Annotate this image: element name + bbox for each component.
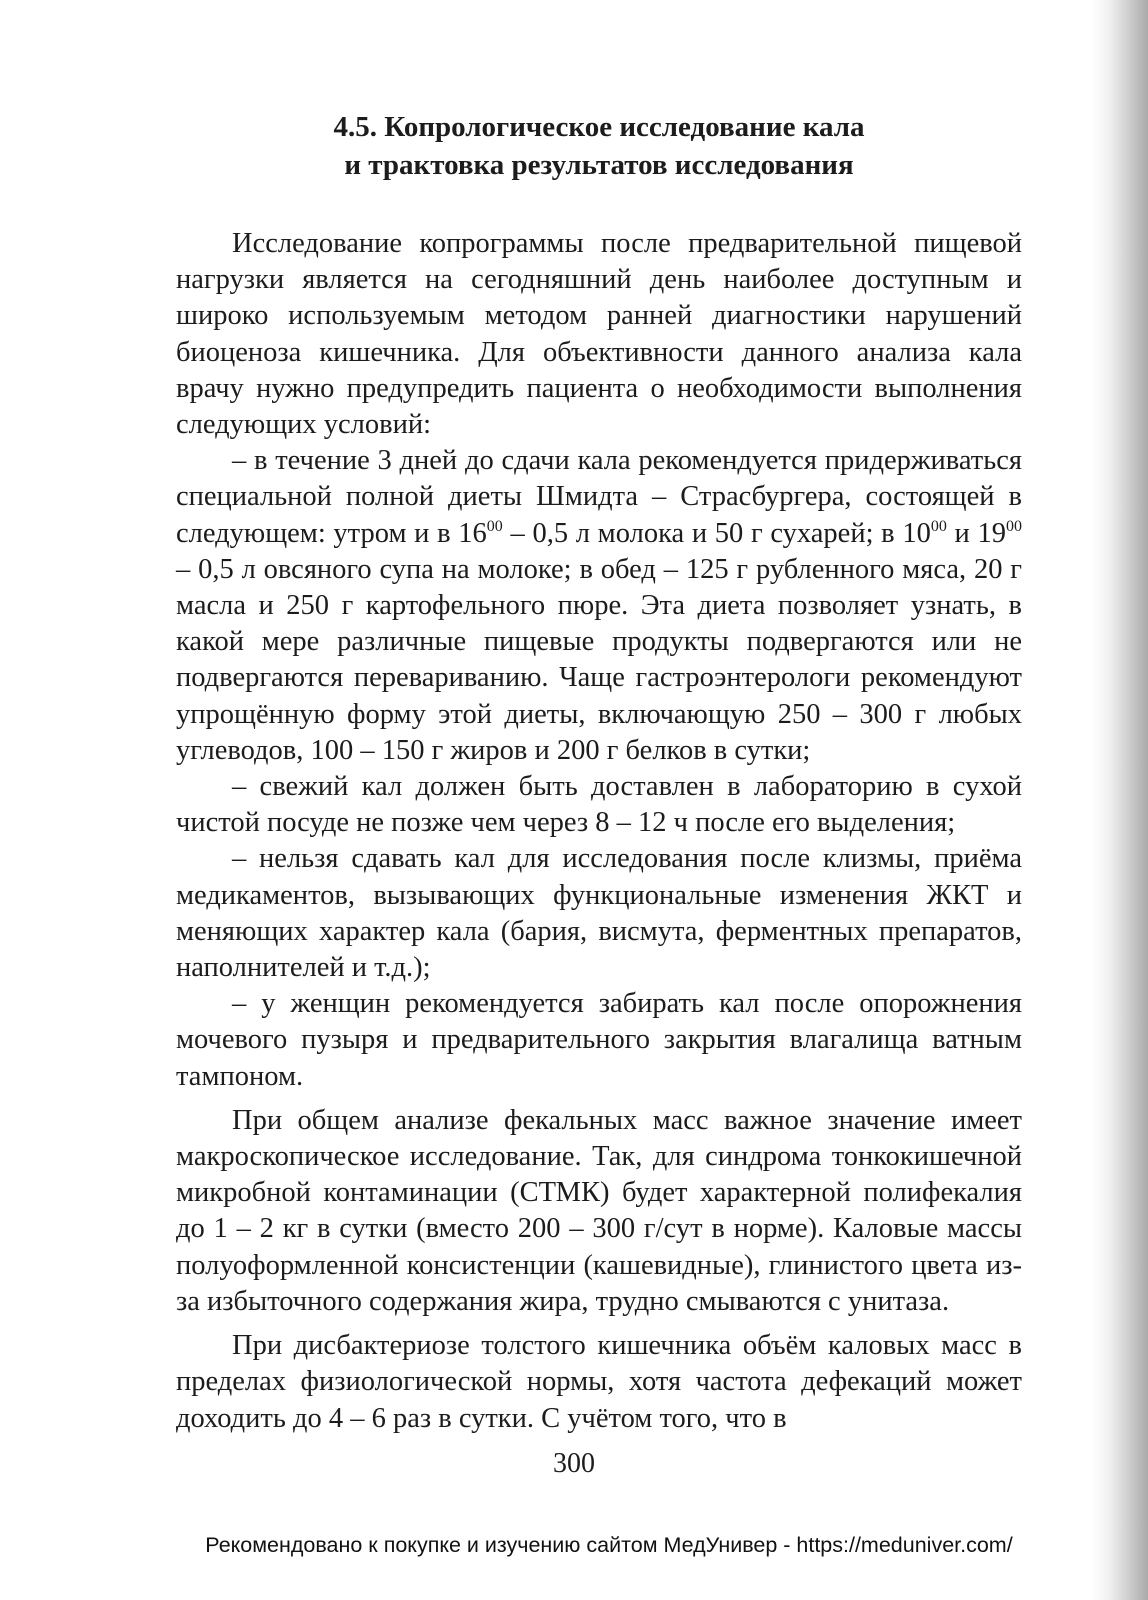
section-heading (176, 108, 1022, 184)
paragraph-macroscopic: При общем анализе фекальных масс важное значение имеет макроскопическое исследование. Так, для синдрома тонкокишечной микробной контаминации (СТМК) будет характерной полифекалия до 1 – 2 кг в сутки (вместо 200 – 300 г/сут в норме). Каловые массы полуоформленной консистенции (кашевидные), глинистого цвета из-за избыточного содержания жира, трудно смываются с унитаза. (176, 1104, 1022, 1317)
book-page (176, 100, 1022, 1437)
paragraph-enema-condition: – нельзя сдавать кал для исследования после клизмы, приёма медикаментов, вызывающих функциональные изменения ЖКТ и меняющих характер кала (бария, висмута, ферментных препаратов, наполнителей и т.д.); (176, 843, 1022, 984)
page-number: 300 (553, 1448, 595, 1479)
diet-text-part-a: – в течение 3 дней до сдачи кала рекомендуется придерживаться специальной полной диеты Шмидта – Страсбургера, состоящей в следующем: утром и в 16 (176, 445, 1022, 549)
paragraph-women-condition: – у женщин рекомендуется забирать кал после опорожнения мочевого пузыря и предварительного закрытия влагалища ватным тампоном. (176, 988, 1022, 1092)
section-heading-line-1: 4.5. Копрологическое исследование кала (333, 111, 865, 143)
diet-text-part-c: и 19 (946, 517, 1006, 549)
time-superscript: 00 (1006, 517, 1022, 535)
time-superscript: 00 (486, 517, 503, 535)
paragraph-fresh-sample-condition: – свежий кал должен быть доставлен в лабораторию в сухой чистой посуде не позже чем через 8 – 12 ч после его выделения; (176, 771, 1022, 839)
paragraph-dysbacteriosis: При дисбактериозе толстого кишечника объём каловых масс в пределах физиологической нормы, хотя частота дефекаций может доходить до 4 – 6 раз в сутки. С учётом того, что в (176, 1330, 1022, 1434)
paragraph-diet-condition (176, 443, 1022, 769)
page-edge-shadow (1092, 0, 1148, 1600)
time-superscript: 00 (930, 517, 947, 535)
footer-watermark-text: Рекомендовано к покупке и изучению сайтом МедУнивер - https://meduniver.com/ (205, 1533, 1013, 1557)
body-text (176, 226, 1022, 1437)
diet-text-part-b: – 0,5 л молока и 50 г сухарей; в 10 (502, 517, 931, 549)
paragraph-intro: Исследование копрограммы после предварительной пищевой нагрузки является на сегодняшний день наиболее доступным и широко используемым методом ранней диагностики нарушений биоценоза кишечника. Для объективности данного анализа кала врачу нужно предупредить пациента о необходимости выполнения следующих условий: (176, 228, 1022, 441)
section-heading-line-2: и трактовка результатов исследования (344, 149, 854, 181)
diet-text-part-d: – 0,5 л овсяного супа на молоке; в обед – 125 г рубленного мяса, 20 г масла и 250 г картофельного пюре. Эта диета позволяет узнать, в какой мере различные пищевые продукты подвергаются или не подвергаются перевариванию. Чаще гастроэнтерологи рекомендуют упрощённую форму этой диеты, включающую 250 – 300 г любых углеводов, 100 – 150 г жиров и 200 г белков в сутки; (176, 553, 1022, 766)
